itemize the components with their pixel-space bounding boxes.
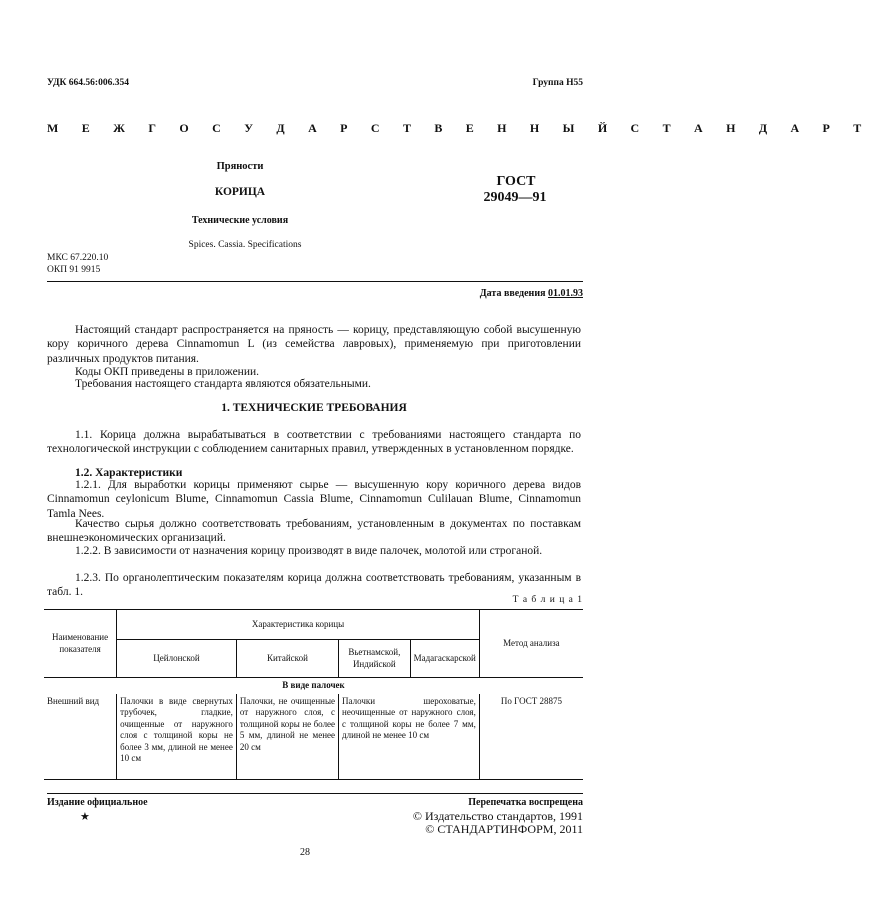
paragraph-1-2-heading: 1.2. Характеристики (75, 467, 183, 479)
intro-paragraph-2: Коды ОКП приведены в приложении. (75, 366, 260, 378)
gost-label: ГОСТ (496, 174, 536, 189)
mks-code: МКС 67.220.10 (47, 253, 109, 263)
title-name: КОРИЦА (214, 186, 266, 198)
table-caption: Т а б л и ц а 1 (512, 595, 583, 605)
header-ceylon: Цейлонской (117, 640, 237, 678)
intro-paragraph-1: Настоящий стандарт распространяется на пряность — корицу, представляющую собой высушенную кору коричного дерева Cinnamomun L (из семейства лавровых), применяемую при приготовлении различных продуктов питания. (47, 324, 581, 365)
okp-code: ОКП 91 9915 (47, 265, 101, 275)
header-divider (47, 281, 583, 282)
group-code: Группа Н55 (532, 78, 583, 88)
copyright-1991: © Издательство стандартов, 1991 (412, 809, 583, 823)
section-row-sticks: В виде палочек (44, 678, 583, 694)
title-english: Spices. Cassia. Specifications (188, 240, 302, 250)
intro-date-label: Дата введения (479, 288, 546, 299)
title-category: Пряности (216, 161, 264, 172)
row-indicator: Внешний вид (44, 694, 117, 780)
header-indicator: Наименование показателя (44, 610, 117, 678)
header-method: Метод анализа (479, 610, 583, 678)
page-number: 28 (300, 847, 310, 858)
paragraph-quality: Качество сырья должно соответствовать требованиям, установленным в документах по поставкам внешнеэкономических организаций. (47, 518, 581, 545)
copyright-2011: © СТАНДАРТИНФОРМ, 2011 (425, 822, 583, 836)
intro-paragraph-3: Требования настоящего стандарта являются обязательными. (75, 378, 371, 390)
row-method: По ГОСТ 28875 (479, 694, 583, 780)
header-madagascar: Мадагаскарской (410, 640, 479, 678)
paragraph-1-2-1: 1.2.1. Для выработки корицы применяют сырье — высушенную кору коричного дерева видов Cinnamomun ceylonicum Blume, Cinnamomun Cassia Blume, Cinnamomun Culilauan Blume, Cinnamomun Tamla Nees. (47, 479, 581, 520)
paragraph-1-2-3: 1.2.3. По органолептическим показателям корица должна соответствовать требованиям, указанным в табл. 1. (47, 572, 581, 599)
footer-divider (47, 793, 583, 794)
reprint-notice: Перепечатка воспрещена (468, 797, 583, 808)
row-vietnam-madagascar: Палочки шероховатые, неочищенные от наружного слоя, с толщиной коры не более 7 мм, длиной не менее 10 см (339, 694, 480, 780)
section-heading: 1. ТЕХНИЧЕСКИЕ ТРЕБОВАНИЯ (221, 402, 407, 414)
official-edition: Издание официальное (47, 797, 148, 808)
star-icon: ★ (80, 811, 90, 823)
header-china: Китайской (236, 640, 338, 678)
intro-date (480, 288, 583, 299)
gost-number: 29049—91 (483, 190, 547, 205)
standard-type-heading: М Е Ж Г О С У Д А Р С Т В Е Н Н Ы Й С Т А Н Д А Р Т (47, 121, 871, 135)
table-1 (44, 609, 583, 780)
paragraph-1-2-2: 1.2.2. В зависимости от назначения корицу производят в виде палочек, молотой или строганой. (75, 545, 543, 557)
paragraph-1-1: 1.1. Корица должна вырабатываться в соответствии с требованиями настоящего стандарта по технологической инструкции с соблюдением санитарных правил, утвержденных в установленном порядке. (47, 429, 581, 456)
header-characteristics: Характеристика корицы (117, 610, 480, 640)
row-ceylon: Палочки в виде свернутых трубочек, гладкие, очищенные от наружного слоя с толщиной коры не более 3 мм, длиной не менее 10 см (117, 694, 237, 780)
intro-date-value: 01.01.93 (548, 288, 583, 299)
row-china: Палочки, не очищенные от наружного слоя, с толщиной коры не более 5 мм, длиной не менее 20 см (236, 694, 338, 780)
title-subtitle: Технические условия (191, 215, 289, 226)
udk-code: УДК 664.56:006.354 (47, 78, 129, 88)
header-vietnam: Вьетнамской, Индийской (339, 640, 411, 678)
